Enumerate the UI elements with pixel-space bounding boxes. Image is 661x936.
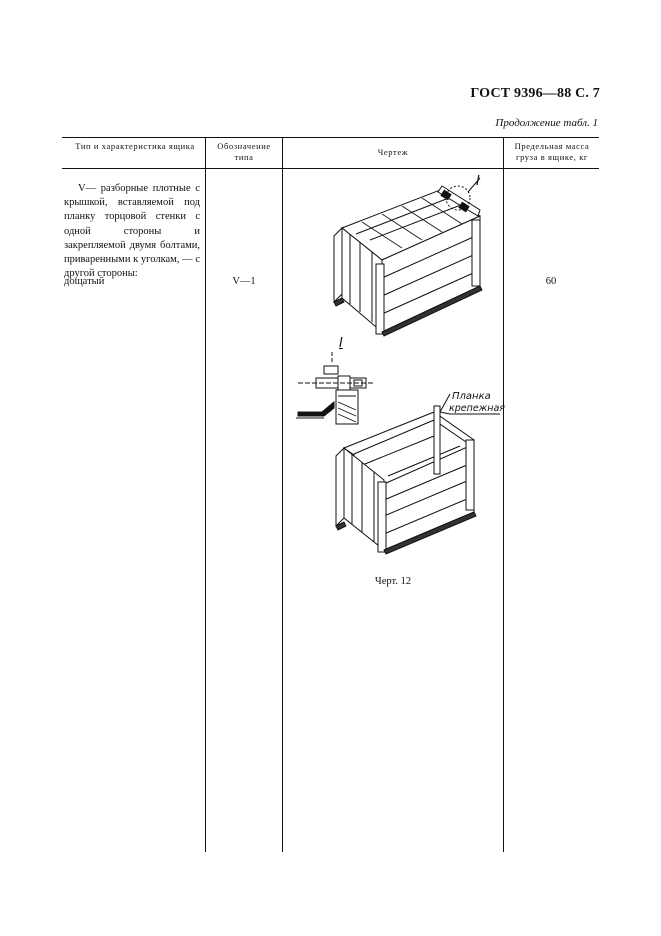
detail-label: I	[339, 336, 343, 351]
type-designation: V—1	[232, 276, 256, 287]
callout-krepezhnaya: крепежная	[449, 403, 505, 414]
column-divider-1	[205, 137, 206, 852]
closed-box-drawing	[320, 176, 500, 342]
column-divider-2	[282, 137, 283, 852]
column-header-max-mass: Предельная масса груза в ящике, кг	[514, 141, 590, 162]
column-header-designation: Обозначение типа	[217, 141, 271, 162]
table-top-rule	[62, 137, 599, 138]
column-header-drawing: Чертеж	[377, 147, 409, 157]
max-cargo-mass: 60	[545, 276, 557, 287]
table-header-rule	[62, 168, 599, 169]
detail-mark-top: I	[476, 174, 480, 189]
figure-caption: Черт. 12	[374, 576, 412, 587]
box-type-description: V— разборные плотные с крышкой, вставляемой под планку торцовой стенки с одной стороны и закрепляемой двумя болтами, приваренными к уголкам, — с другой стороны:	[64, 183, 200, 280]
table-continuation-note: Продолжение табл. 1	[495, 117, 598, 129]
page-header: ГОСТ 9396—88 С. 7	[470, 86, 600, 101]
callout-planka: Планка	[452, 391, 491, 402]
column-header-type: Тип и характеристика ящика	[75, 141, 195, 151]
box-subtype: дощатый	[64, 276, 105, 287]
